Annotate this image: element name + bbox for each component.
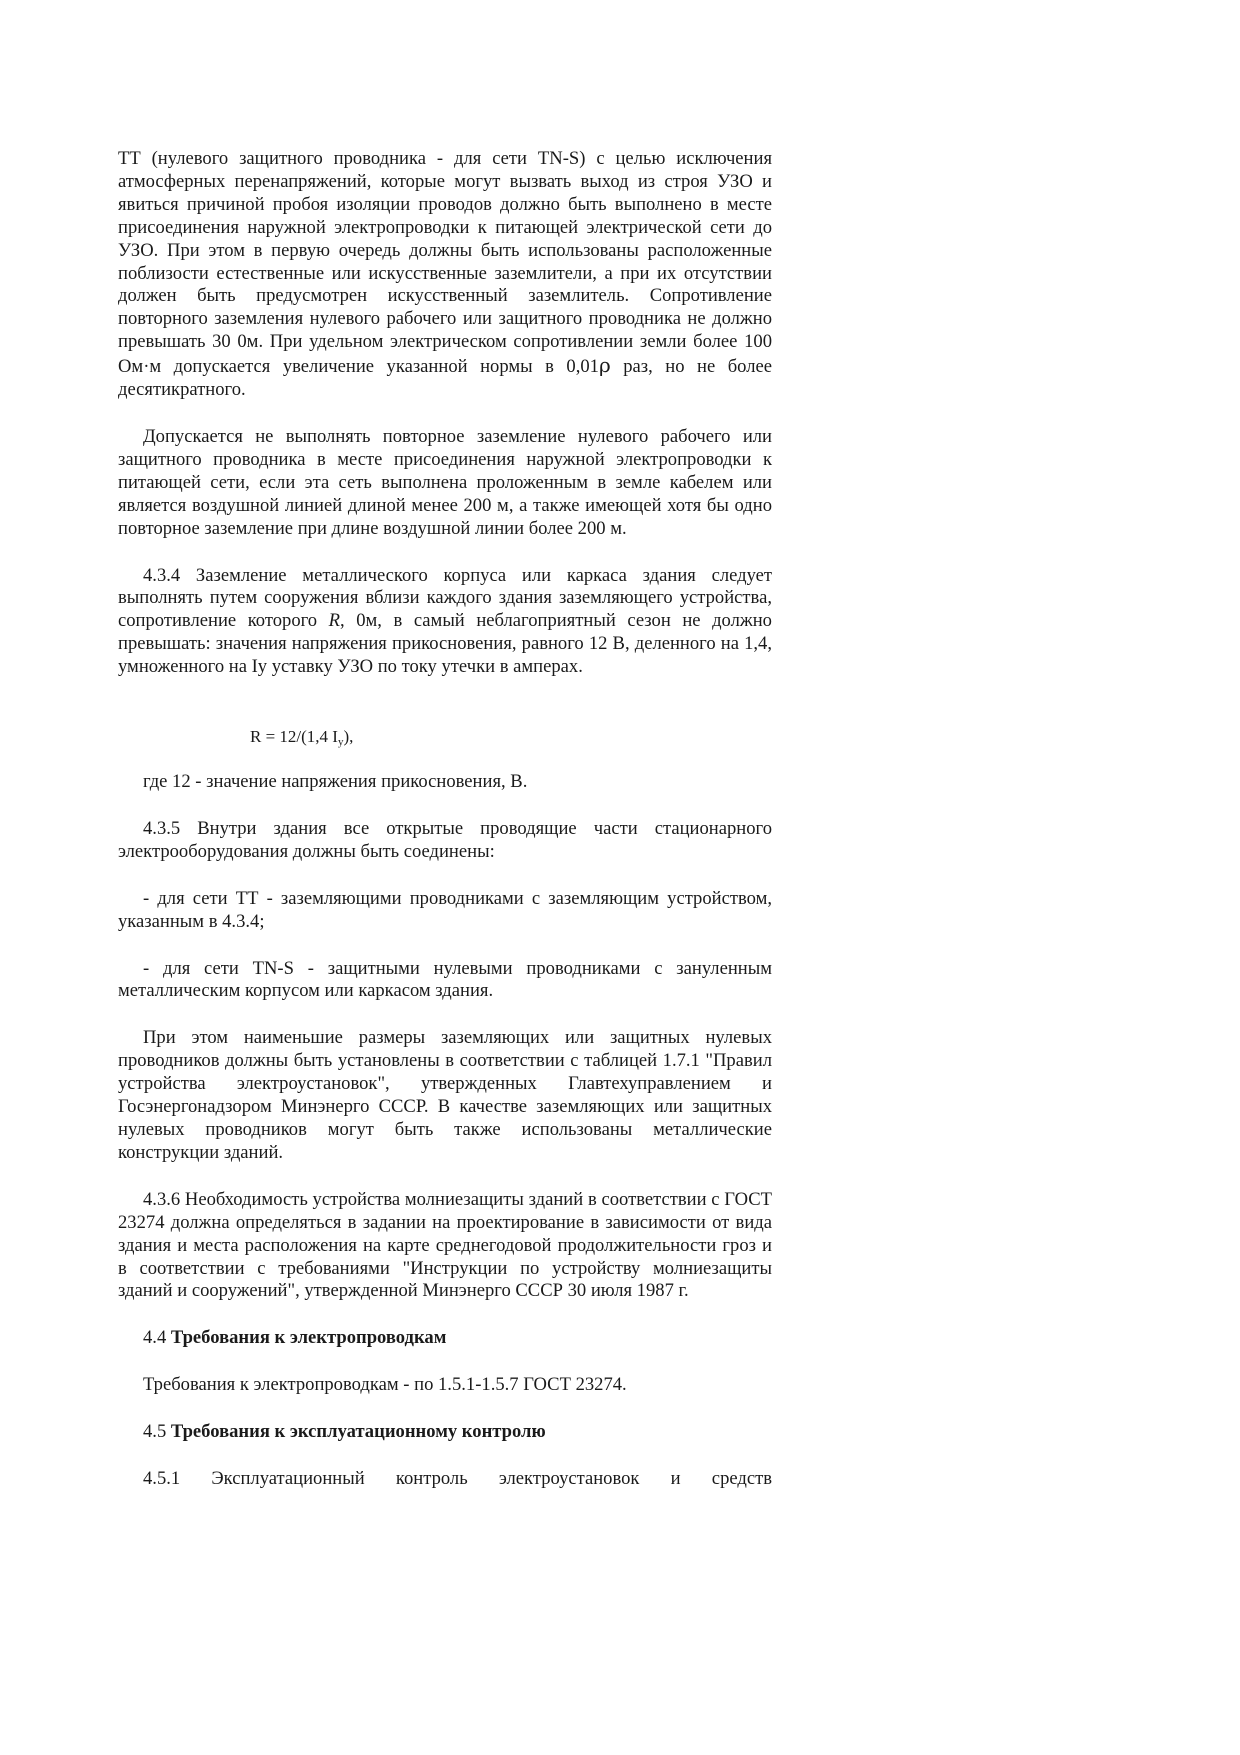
document-page	[118, 148, 772, 1491]
section-title: Требования к эксплуатационному контролю	[170, 1421, 546, 1443]
paragraph-formula-explanation: где 12 - значение напряжения прикосновения, В.	[143, 771, 528, 793]
paragraph-text: , 0м, в самый неблагоприятный сезон не должно превышать: значения напряжения прикосновения, равного 12 В, деленного на 1,4, умноженного на Iу уставку УЗО по току утечки в амперах.	[118, 610, 772, 678]
section-number: 4.4	[143, 1327, 171, 1349]
section-heading-4-5	[118, 1421, 772, 1444]
paragraph-repeat-grounding	[118, 148, 772, 402]
section-number: 4.5	[143, 1421, 171, 1443]
paragraph-4-5-1: 4.5.1 Эксплуатационный контроль электроустановок и средств	[143, 1468, 772, 1490]
paragraph-wiring-requirements: Требования к электропроводкам - по 1.5.1-1.5.7 ГОСТ 23274.	[143, 1374, 627, 1396]
formula-main: R = 12/(1,4 I	[250, 727, 338, 747]
paragraph-4-3-6: 4.3.6 Необходимость устройства молниезащиты зданий в соответствии с ГОСТ 23274 должна определяться в задании на проектирование в зависимости от вида здания и места расположения на карте среднегодовой продолжительности гроз и в соответствии с требованиями "Инструкции по устройству молниезащиты зданий и сооружений", утвержденной Минэнерго СССР 30 июля 1987 г.	[118, 1188, 772, 1302]
paragraph-4-3-4	[118, 565, 772, 680]
section-heading-4-4	[118, 1327, 772, 1350]
section-title: Требования к электропроводкам	[170, 1327, 447, 1349]
list-item-tn-s-network: - для сети TN-S - защитными нулевыми проводниками с зануленным металлическим корпусом или каркасом здания.	[118, 957, 772, 1002]
paragraph-text: раз, но не более десятикратного.	[118, 356, 772, 401]
paragraph-conductor-sizes: При этом наименьшие размеры заземляющих или защитных нулевых проводников должны быть установлены в соответствии с таблицей 1.7.1 "Правил устройства электроустановок", утвержденных Главтехуправлением и Госэнергонадзором Минэнерго СССР. В качестве заземляющих или защитных нулевых проводников могут быть также использованы металлические конструкции зданий.	[118, 1027, 772, 1163]
formula-subscript: у	[337, 736, 344, 749]
formula	[250, 727, 772, 747]
paragraph-text: 4.3.4 Заземление металлического корпуса или каркаса здания следует выполнять путем сооружения вблизи каждого здания заземляющего устройства, сопротивление которого	[118, 564, 772, 632]
r-symbol: R	[328, 610, 340, 632]
list-item-tt-network: - для сети ТТ - заземляющими проводниками с заземляющим устройством, указанным в 4.3.4;	[118, 887, 772, 932]
formula-tail: ),	[343, 727, 354, 747]
paragraph-text: ТТ (нулевого защитного проводника - для сети TN-S) с целью исключения атмосферных перенапряжений, которые могут вызвать выход из строя УЗО и явиться причиной пробоя изоляции проводов должно быть выполнено в месте присоединения наружной электропроводки к питающей электрической сети до УЗО. При этом в первую очередь должны быть использованы расположенные поблизости естественные или искусственные заземлители, а при их отсутствии должен быть предусмотрен искусственный заземлитель. Сопротивление повторного заземления нулевого рабочего или защитного проводника не должно превышать 30 0м. При удельном электрическом сопротивлении земли более 100 Ом·м допускается увеличение указанной нормы в 0,01	[118, 148, 772, 378]
paragraph-4-3-5: 4.3.5 Внутри здания все открытые проводящие части стационарного электрооборудования должны быть соединены:	[118, 817, 772, 862]
rho-symbol: ρ	[598, 353, 611, 378]
paragraph-allowed-exception: Допускается не выполнять повторное заземление нулевого рабочего или защитного проводника в месте присоединения наружной электропроводки к питающей сети, если эта сеть выполнена проложенным в земле кабелем или является воздушной линией длиной менее 200 м, а также имеющей хотя бы одно повторное заземление при длине воздушной линии более 200 м.	[118, 425, 772, 539]
